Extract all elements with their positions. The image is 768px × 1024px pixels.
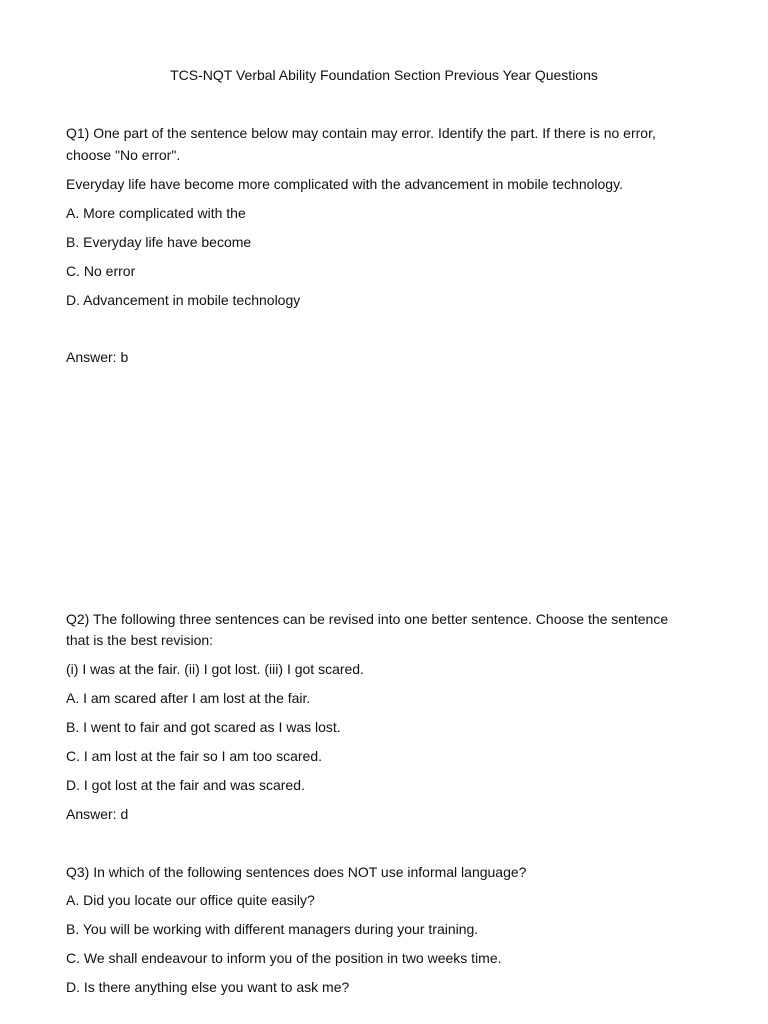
q2-option-b: B. I went to fair and got scared as I was lost. <box>66 719 341 735</box>
q1-question-line-1: Q1) One part of the sentence below may contain may error. Identify the part. If there is no error, <box>66 125 656 141</box>
q2-question-line-2: that is the best revision: <box>66 632 214 648</box>
q2-answer: Answer: d <box>66 806 129 822</box>
q1-sentence: Everyday life have become more complicated with the advancement in mobile technology. <box>66 176 623 192</box>
q1-question-line-2: choose "No error". <box>66 147 181 163</box>
q3-option-c: C. We shall endeavour to inform you of the position in two weeks time. <box>66 950 502 966</box>
q1-answer: Answer: b <box>66 349 129 365</box>
q1-option-d: D. Advancement in mobile technology <box>66 292 301 308</box>
q1-option-a: A. More complicated with the <box>66 205 246 221</box>
q1-option-b: B. Everyday life have become <box>66 234 252 250</box>
q2-option-a: A. I am scared after I am lost at the fair. <box>66 690 311 706</box>
document-title: TCS-NQT Verbal Ability Foundation Section Previous Year Questions <box>170 67 598 83</box>
q2-question-line-1: Q2) The following three sentences can be revised into one better sentence. Choose the sentence <box>66 611 669 627</box>
q3-option-b: B. You will be working with different managers during your training. <box>66 921 479 937</box>
q1-option-c: C. No error <box>66 263 136 279</box>
q2-sentence: (i) I was at the fair. (ii) I got lost. (iii) I got scared. <box>66 661 364 677</box>
q2-option-c: C. I am lost at the fair so I am too scared. <box>66 748 322 764</box>
q3-question: Q3) In which of the following sentences does NOT use informal language? <box>66 864 527 880</box>
q2-option-d: D. I got lost at the fair and was scared. <box>66 777 305 793</box>
q3-option-d: D. Is there anything else you want to ask me? <box>66 979 350 995</box>
q3-option-a: A. Did you locate our office quite easily? <box>66 892 315 908</box>
